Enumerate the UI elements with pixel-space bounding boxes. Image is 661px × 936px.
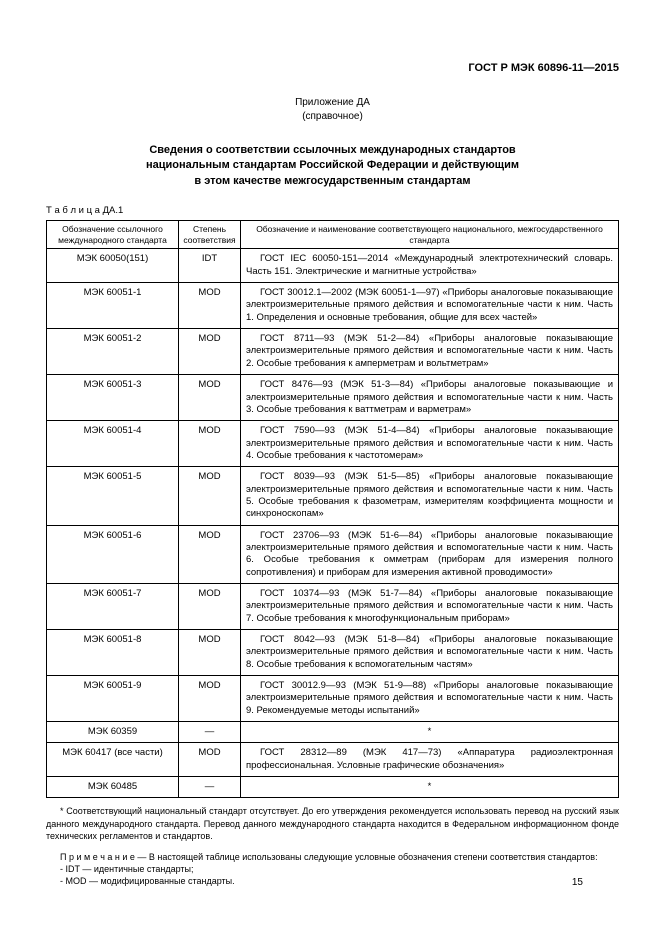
cell-degree: MOD <box>179 676 241 722</box>
doc-number: ГОСТ Р МЭК 60896-11—2015 <box>468 62 619 74</box>
table-row <box>47 283 619 329</box>
table-row <box>47 722 619 743</box>
cell-intl: МЭК 60051-7 <box>47 583 179 629</box>
table-header-row <box>47 221 619 249</box>
table-row <box>47 329 619 375</box>
table-row <box>47 777 619 798</box>
cell-intl: МЭК 60051-5 <box>47 467 179 525</box>
cell-national: ГОСТ 28312—89 (МЭК 417—73) «Аппаратура радиоэлектронная профессиональная. Условные графические обозначения» <box>241 743 619 777</box>
appendix-header <box>46 96 619 123</box>
cell-degree: MOD <box>179 329 241 375</box>
cell-degree: MOD <box>179 583 241 629</box>
table-footnote: * Соответствующий национальный стандарт отсутствует. До его утверждения рекомендуется использовать перевод на русский язык данного международного стандарта. Перевод данного международного стандарта находится в Федеральном информационном фонде технических регламентов и стандартов. <box>46 806 619 841</box>
note-item-mod: - MOD — модифицированные стандарты. <box>60 876 235 887</box>
cell-intl: МЭК 60050(151) <box>47 249 179 283</box>
cell-national: ГОСТ 10374—93 (МЭК 51-7—84) «Приборы аналоговые показывающие электроизмерительные прямого действия и вспомогательные части к ним. Часть 7. Особые требования к многофункциональным приборам» <box>241 583 619 629</box>
cell-national: ГОСТ IEC 60050-151—2014 «Международный электротехнический словарь. Часть 151. Электрические и магнитные устройства» <box>241 249 619 283</box>
table-row <box>47 525 619 583</box>
cell-intl: МЭК 60051-3 <box>47 375 179 421</box>
cell-degree: — <box>179 722 241 743</box>
appendix-subtitle: (справочное) <box>302 110 363 122</box>
cell-intl: МЭК 60051-8 <box>47 630 179 676</box>
cell-intl: МЭК 60051-2 <box>47 329 179 375</box>
cell-degree: MOD <box>179 467 241 525</box>
header-degree: Степень соответствия <box>179 221 241 249</box>
cell-degree: MOD <box>179 743 241 777</box>
table-row <box>47 375 619 421</box>
cell-intl: МЭК 60051-4 <box>47 421 179 467</box>
cell-national: ГОСТ 8711—93 (МЭК 51-2—84) «Приборы аналоговые показывающие электроизмерительные прямого действия и вспомогательные части к ним. Часть 2. Особые требования к амперметрам и вольтметрам» <box>241 329 619 375</box>
note-intro: П р и м е ч а н и е — В настоящей таблице использованы следующие условные обозначения степени соответствия стандартов: <box>60 851 598 862</box>
standards-correspondence-table <box>46 220 619 798</box>
cell-national: * <box>241 777 619 798</box>
note-item-idt: - IDT — идентичные стандарты; <box>60 864 194 875</box>
cell-intl: МЭК 60485 <box>47 777 179 798</box>
heading-line: в этом качестве межгосударственным стандартам <box>194 174 471 187</box>
cell-intl: МЭК 60051-1 <box>47 283 179 329</box>
cell-national: ГОСТ 23706—93 (МЭК 51-6—84) «Приборы аналоговые показывающие электроизмерительные прямого действия и вспомогательные части к ним. Часть 6. Особые требования к омметрам (приборам для измерения полного сопротивления) и приборам для измерения активной проводимости» <box>241 525 619 583</box>
cell-degree: MOD <box>179 375 241 421</box>
page-number: 15 <box>571 877 583 888</box>
cell-national: ГОСТ 30012.1—2002 (МЭК 60051-1—97) «Приборы аналоговые показывающие электроизмерительные прямого действия и вспомогательные части к ним. Часть 1. Определения и основные требования, общие для всех частей» <box>241 283 619 329</box>
cell-national: ГОСТ 7590—93 (МЭК 51-4—84) «Приборы аналоговые показывающие электроизмерительные прямого действия и вспомогательные части к ним. Часть 4. Особые требования к частотомерам» <box>241 421 619 467</box>
header-intl-standard: Обозначение ссылочного международного стандарта <box>47 221 179 249</box>
cell-degree: MOD <box>179 283 241 329</box>
appendix-title: Приложение ДА <box>295 97 370 108</box>
table-row <box>47 630 619 676</box>
table-row <box>47 421 619 467</box>
table-row <box>47 583 619 629</box>
cell-degree: MOD <box>179 525 241 583</box>
heading-line: национальным стандартам Российской Федерации и действующим <box>146 159 519 172</box>
note-block <box>46 851 619 887</box>
cell-intl: МЭК 60051-9 <box>47 676 179 722</box>
cell-degree: — <box>179 777 241 798</box>
cell-degree: MOD <box>179 421 241 467</box>
table-label: Т а б л и ц а ДА.1 <box>46 205 124 217</box>
table-row <box>47 743 619 777</box>
heading-line: Сведения о соответствии ссылочных международных стандартов <box>149 144 516 156</box>
cell-intl: МЭК 60417 (все части) <box>47 743 179 777</box>
cell-intl: МЭК 60359 <box>47 722 179 743</box>
cell-national: ГОСТ 8476—93 (МЭК 51-3—84) «Приборы аналоговые показывающие и электроизмерительные прямого действия и вспомогательные части к ним. Часть 3. Особые требования к ваттметрам и варметрам» <box>241 375 619 421</box>
cell-intl: МЭК 60051-6 <box>47 525 179 583</box>
cell-degree: MOD <box>179 630 241 676</box>
cell-national: ГОСТ 8039—93 (МЭК 51-5—85) «Приборы аналоговые показывающие электроизмерительные прямого действия и вспомогательные части к ним. Часть 5. Особые требования к фазометрам, измерителям коэффициента мощности и синхроноскопам» <box>241 467 619 525</box>
cell-national: ГОСТ 30012.9—93 (МЭК 51-9—88) «Приборы аналоговые показывающие электроизмерительные прямого действия и вспомогательные части к ним. Часть 9. Рекомендуемые методы испытаний» <box>241 676 619 722</box>
main-heading <box>46 143 619 189</box>
cell-degree: IDT <box>179 249 241 283</box>
table-row <box>47 676 619 722</box>
table-row <box>47 249 619 283</box>
header-national-standard: Обозначение и наименование соответствующего национального, межгосударственного стандарта <box>241 221 619 249</box>
table-row <box>47 467 619 525</box>
cell-national: ГОСТ 8042—93 (МЭК 51-8—84) «Приборы аналоговые показывающие электроизмерительные прямого действия и вспомогательные части к ним. Часть 8. Особые требования к вспомогательным частям» <box>241 630 619 676</box>
cell-national: * <box>241 722 619 743</box>
